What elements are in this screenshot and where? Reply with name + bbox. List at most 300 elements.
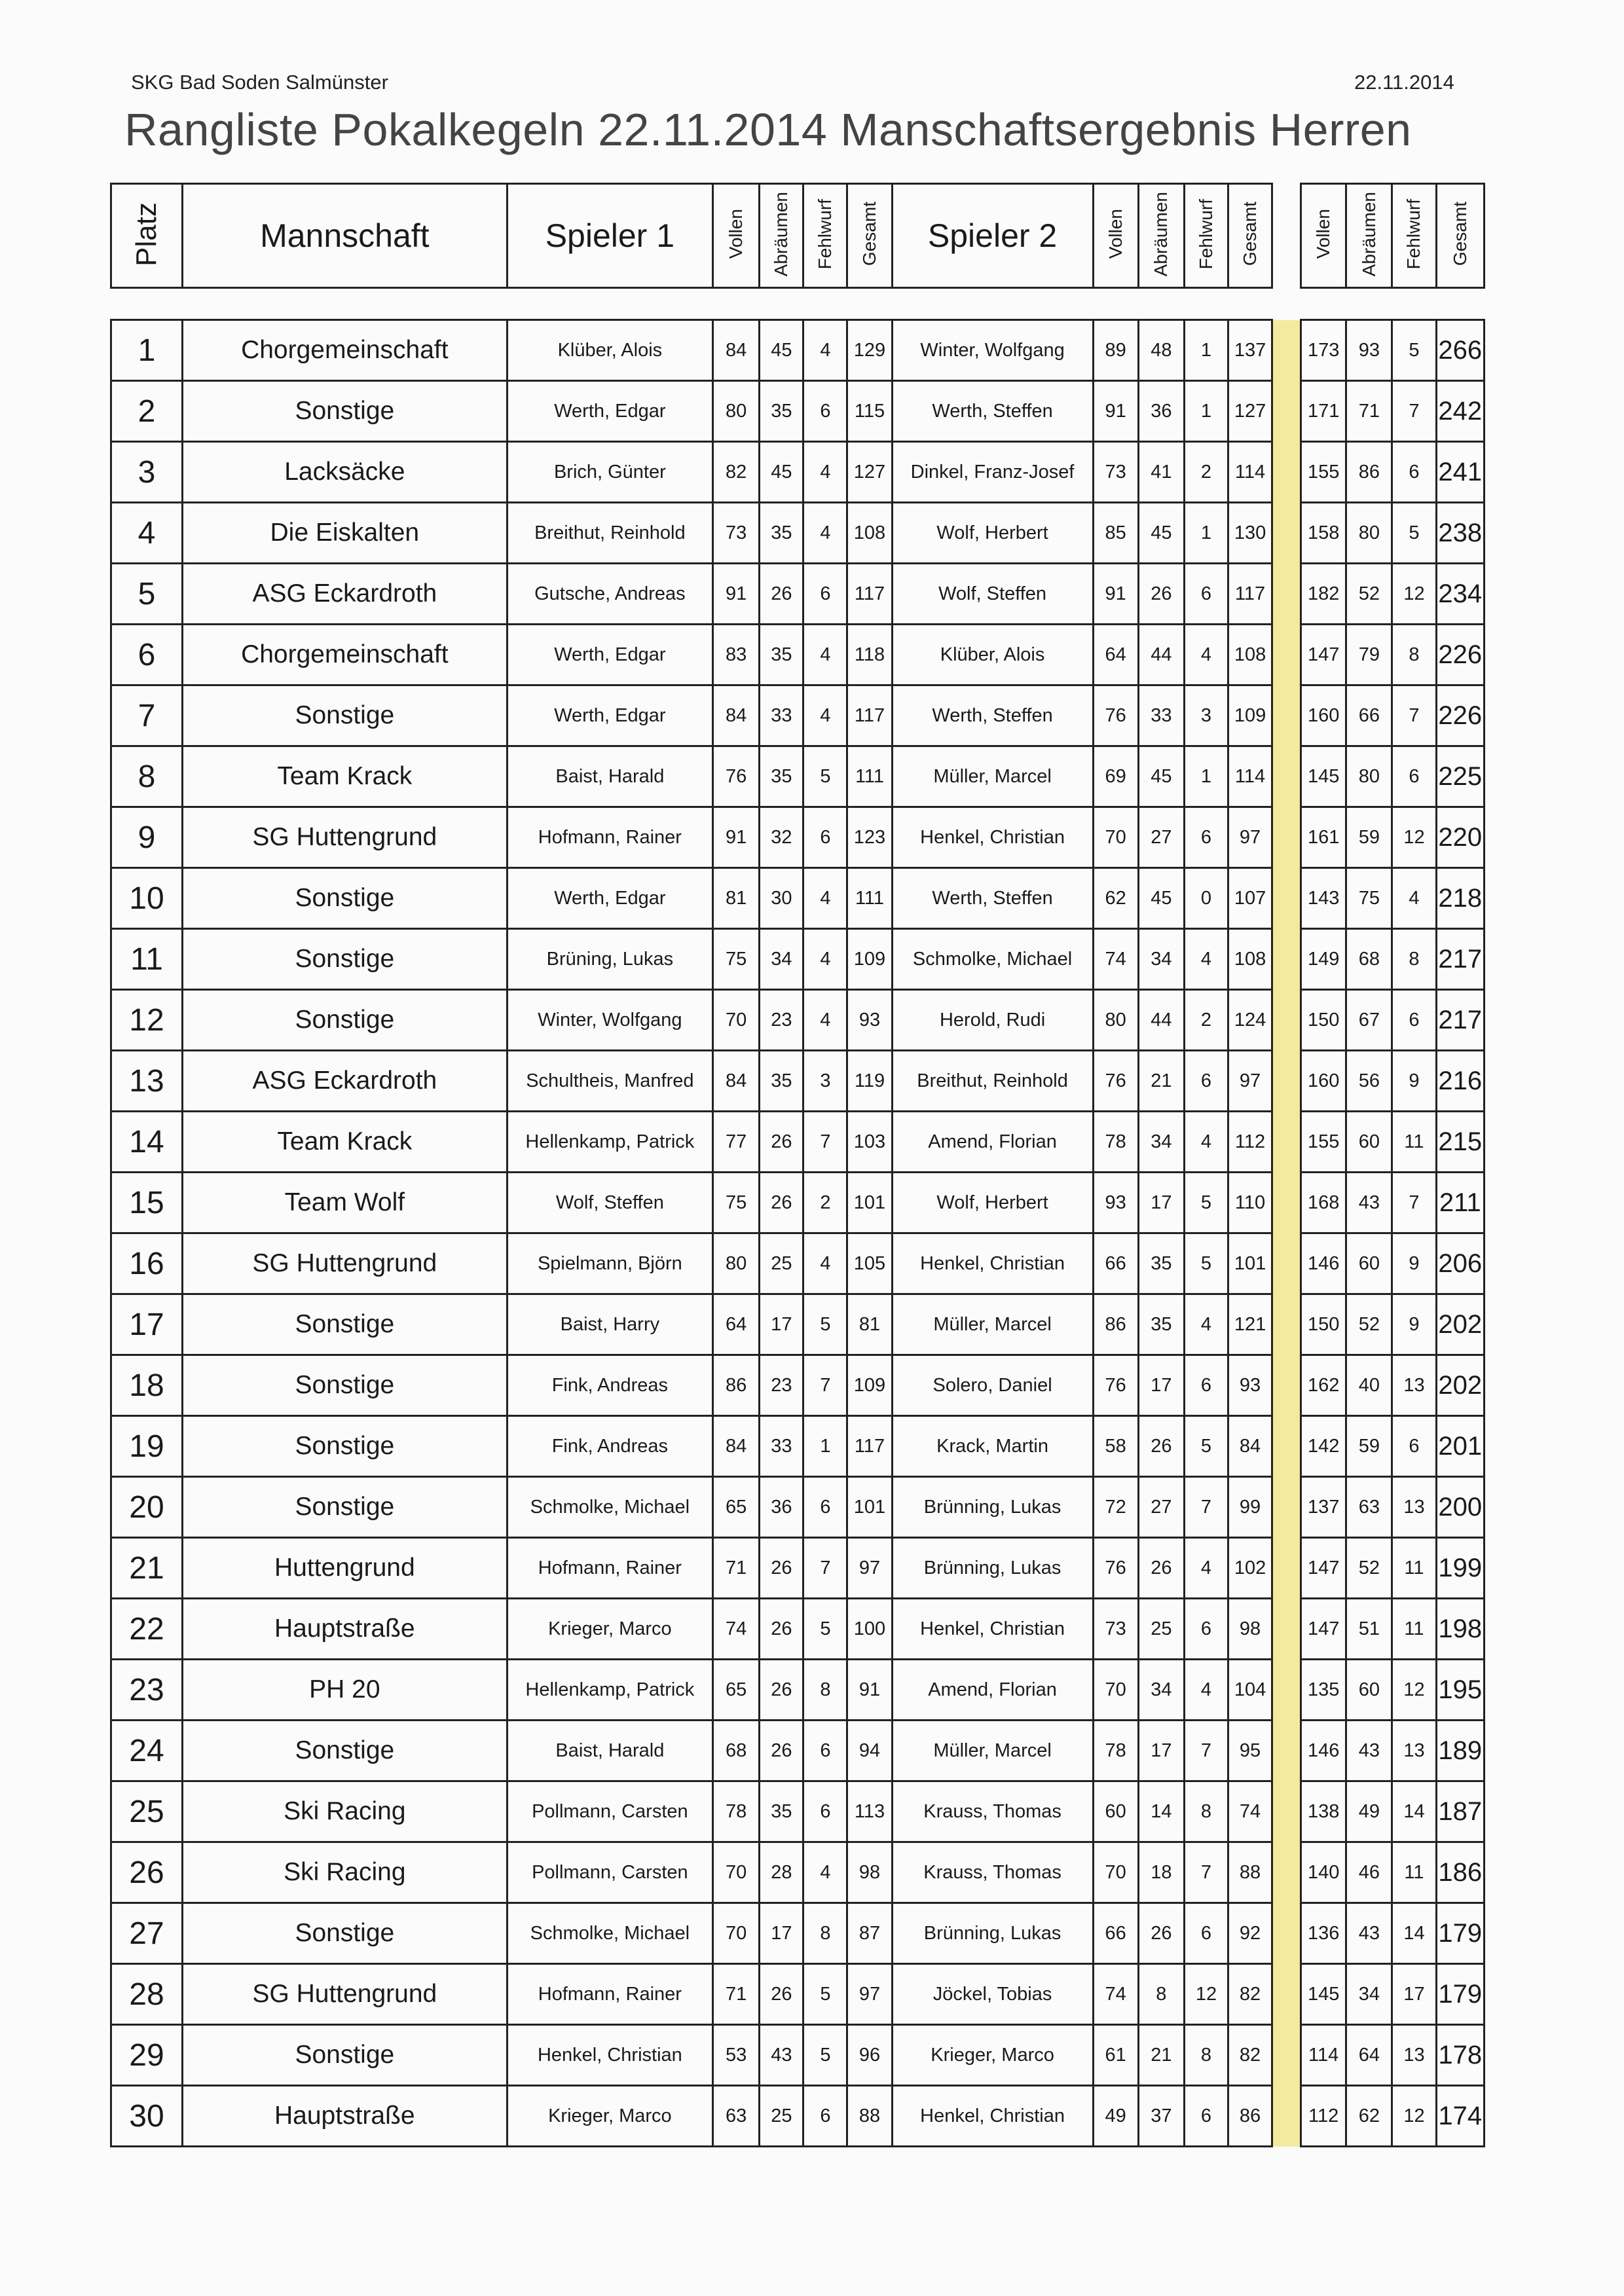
total-gesamt-cell: 226 [1436, 625, 1485, 685]
player1-fehlwurf-cell: 7 [803, 1112, 847, 1173]
player1-gesamt-cell: 129 [847, 320, 892, 381]
player2-abraeumen-cell: 34 [1138, 929, 1184, 990]
total-gesamt-cell: 216 [1436, 1051, 1485, 1112]
total-fehlwurf-cell: 11 [1392, 1599, 1436, 1660]
player2-gesamt-cell: 127 [1228, 381, 1272, 442]
player2-gesamt-cell: 121 [1228, 1294, 1272, 1355]
total-gesamt-cell: 200 [1436, 1477, 1485, 1538]
player2-name-cell: Jöckel, Tobias [892, 1964, 1093, 2025]
player2-abraeumen-cell: 26 [1138, 1538, 1184, 1599]
player2-name-cell: Dinkel, Franz-Josef [892, 442, 1093, 503]
player2-fehlwurf-cell: 6 [1184, 1355, 1228, 1416]
total-fehlwurf-cell: 6 [1392, 442, 1436, 503]
total-abraeumen-cell: 66 [1346, 685, 1392, 746]
total-gesamt-cell: 234 [1436, 564, 1485, 625]
player1-vollen-cell: 75 [713, 929, 760, 990]
player2-vollen-cell: 70 [1093, 1660, 1138, 1721]
player1-abraeumen-cell: 26 [760, 1964, 803, 2025]
platz-cell: 12 [111, 990, 183, 1051]
total-fehlwurf-cell: 13 [1392, 1721, 1436, 1781]
player1-name-cell: Schmolke, Michael [507, 1477, 712, 1538]
player1-gesamt-cell: 108 [847, 503, 892, 564]
player2-name-cell: Henkel, Christian [892, 1599, 1093, 1660]
total-abraeumen-cell: 80 [1346, 503, 1392, 564]
player1-name-cell: Werth, Edgar [507, 625, 712, 685]
table-row [111, 1538, 1485, 1599]
team-cell: ASG Eckardroth [182, 564, 507, 625]
player2-fehlwurf-cell: 4 [1184, 1538, 1228, 1599]
player2-gesamt-cell: 97 [1228, 807, 1272, 868]
total-vollen-cell: 155 [1301, 442, 1346, 503]
player2-gesamt-cell: 92 [1228, 1903, 1272, 1964]
highlight-gap [1272, 320, 1301, 381]
player2-vollen-cell: 76 [1093, 1355, 1138, 1416]
team-cell: Sonstige [182, 1294, 507, 1355]
header-total-abraeumen: Abräumen [1346, 184, 1392, 288]
player2-vollen-cell: 70 [1093, 807, 1138, 868]
player1-vollen-cell: 78 [713, 1781, 760, 1842]
total-vollen-cell: 143 [1301, 868, 1346, 929]
player1-abraeumen-cell: 34 [760, 929, 803, 990]
header-gap [1272, 184, 1301, 288]
player1-fehlwurf-cell: 4 [803, 503, 847, 564]
total-fehlwurf-cell: 5 [1392, 503, 1436, 564]
player2-name-cell: Müller, Marcel [892, 1721, 1093, 1781]
player1-vollen-cell: 86 [713, 1355, 760, 1416]
player1-abraeumen-cell: 35 [760, 1781, 803, 1842]
player2-fehlwurf-cell: 1 [1184, 503, 1228, 564]
player2-name-cell: Amend, Florian [892, 1660, 1093, 1721]
player1-gesamt-cell: 123 [847, 807, 892, 868]
player2-gesamt-cell: 98 [1228, 1599, 1272, 1660]
player1-name-cell: Brich, Günter [507, 442, 712, 503]
player1-gesamt-cell: 97 [847, 1538, 892, 1599]
header-p2-gesamt: Gesamt [1228, 184, 1272, 288]
total-vollen-cell: 147 [1301, 625, 1346, 685]
player1-gesamt-cell: 113 [847, 1781, 892, 1842]
player1-abraeumen-cell: 35 [760, 381, 803, 442]
player2-fehlwurf-cell: 5 [1184, 1173, 1228, 1233]
player1-abraeumen-cell: 28 [760, 1842, 803, 1903]
total-gesamt-cell: 266 [1436, 320, 1485, 381]
player1-fehlwurf-cell: 8 [803, 1903, 847, 1964]
player2-abraeumen-cell: 17 [1138, 1721, 1184, 1781]
team-cell: Team Krack [182, 1112, 507, 1173]
ranking-table [110, 319, 1485, 2147]
team-cell: SG Huttengrund [182, 1964, 507, 2025]
player2-abraeumen-cell: 25 [1138, 1599, 1184, 1660]
player1-fehlwurf-cell: 5 [803, 2025, 847, 2086]
player1-abraeumen-cell: 35 [760, 1051, 803, 1112]
table-row [111, 1660, 1485, 1721]
total-vollen-cell: 161 [1301, 807, 1346, 868]
player1-fehlwurf-cell: 4 [803, 868, 847, 929]
total-vollen-cell: 160 [1301, 1051, 1346, 1112]
player2-fehlwurf-cell: 6 [1184, 1599, 1228, 1660]
total-fehlwurf-cell: 17 [1392, 1964, 1436, 2025]
table-row [111, 685, 1485, 746]
player1-gesamt-cell: 101 [847, 1173, 892, 1233]
total-abraeumen-cell: 86 [1346, 442, 1392, 503]
player1-abraeumen-cell: 36 [760, 1477, 803, 1538]
total-vollen-cell: 160 [1301, 685, 1346, 746]
team-cell: Sonstige [182, 2025, 507, 2086]
total-vollen-cell: 155 [1301, 1112, 1346, 1173]
player1-vollen-cell: 70 [713, 1842, 760, 1903]
player1-name-cell: Fink, Andreas [507, 1355, 712, 1416]
highlight-gap [1272, 807, 1301, 868]
player1-fehlwurf-cell: 6 [803, 2086, 847, 2147]
total-abraeumen-cell: 71 [1346, 381, 1392, 442]
player1-name-cell: Werth, Edgar [507, 685, 712, 746]
player1-name-cell: Baist, Harry [507, 1294, 712, 1355]
player1-fehlwurf-cell: 4 [803, 625, 847, 685]
player1-fehlwurf-cell: 6 [803, 1781, 847, 1842]
player1-abraeumen-cell: 30 [760, 868, 803, 929]
player1-vollen-cell: 63 [713, 2086, 760, 2147]
player2-name-cell: Henkel, Christian [892, 807, 1093, 868]
player1-name-cell: Krieger, Marco [507, 1599, 712, 1660]
player2-fehlwurf-cell: 6 [1184, 1903, 1228, 1964]
player2-gesamt-cell: 84 [1228, 1416, 1272, 1477]
platz-cell: 23 [111, 1660, 183, 1721]
total-vollen-cell: 147 [1301, 1599, 1346, 1660]
player2-fehlwurf-cell: 2 [1184, 442, 1228, 503]
player1-vollen-cell: 80 [713, 1233, 760, 1294]
team-cell: Ski Racing [182, 1781, 507, 1842]
platz-cell: 28 [111, 1964, 183, 2025]
header-p2-vollen: Vollen [1093, 184, 1138, 288]
total-fehlwurf-cell: 14 [1392, 1903, 1436, 1964]
player2-name-cell: Brünning, Lukas [892, 1903, 1093, 1964]
player2-gesamt-cell: 109 [1228, 685, 1272, 746]
player1-fehlwurf-cell: 4 [803, 1842, 847, 1903]
player2-gesamt-cell: 107 [1228, 868, 1272, 929]
player1-gesamt-cell: 81 [847, 1294, 892, 1355]
player1-vollen-cell: 74 [713, 1599, 760, 1660]
platz-cell: 21 [111, 1538, 183, 1599]
total-gesamt-cell: 238 [1436, 503, 1485, 564]
player1-vollen-cell: 91 [713, 807, 760, 868]
player1-vollen-cell: 70 [713, 990, 760, 1051]
player2-vollen-cell: 86 [1093, 1294, 1138, 1355]
table-row [111, 1781, 1485, 1842]
player1-gesamt-cell: 109 [847, 929, 892, 990]
platz-cell: 30 [111, 2086, 183, 2147]
player1-name-cell: Pollmann, Carsten [507, 1781, 712, 1842]
table-row [111, 320, 1485, 381]
total-vollen-cell: 149 [1301, 929, 1346, 990]
total-fehlwurf-cell: 12 [1392, 807, 1436, 868]
team-cell: Team Krack [182, 746, 507, 807]
highlight-gap [1272, 1173, 1301, 1233]
total-gesamt-cell: 220 [1436, 807, 1485, 868]
player1-abraeumen-cell: 45 [760, 442, 803, 503]
total-abraeumen-cell: 63 [1346, 1477, 1392, 1538]
player1-abraeumen-cell: 35 [760, 746, 803, 807]
table-row [111, 990, 1485, 1051]
total-abraeumen-cell: 52 [1346, 1538, 1392, 1599]
player1-gesamt-cell: 88 [847, 2086, 892, 2147]
player1-name-cell: Henkel, Christian [507, 2025, 712, 2086]
total-vollen-cell: 142 [1301, 1416, 1346, 1477]
highlight-gap [1272, 990, 1301, 1051]
total-fehlwurf-cell: 13 [1392, 1477, 1436, 1538]
player2-abraeumen-cell: 37 [1138, 2086, 1184, 2147]
total-fehlwurf-cell: 14 [1392, 1781, 1436, 1842]
player2-fehlwurf-cell: 7 [1184, 1842, 1228, 1903]
total-fehlwurf-cell: 7 [1392, 685, 1436, 746]
player2-abraeumen-cell: 45 [1138, 746, 1184, 807]
highlight-gap [1272, 1233, 1301, 1294]
player2-abraeumen-cell: 48 [1138, 320, 1184, 381]
player1-vollen-cell: 53 [713, 2025, 760, 2086]
player2-gesamt-cell: 114 [1228, 746, 1272, 807]
table-row [111, 1842, 1485, 1903]
total-fehlwurf-cell: 5 [1392, 320, 1436, 381]
total-abraeumen-cell: 59 [1346, 1416, 1392, 1477]
player1-name-cell: Schmolke, Michael [507, 1903, 712, 1964]
player1-gesamt-cell: 111 [847, 868, 892, 929]
player1-name-cell: Baist, Harald [507, 1721, 712, 1781]
player2-vollen-cell: 72 [1093, 1477, 1138, 1538]
table-row [111, 1051, 1485, 1112]
player2-abraeumen-cell: 17 [1138, 1355, 1184, 1416]
player1-gesamt-cell: 117 [847, 685, 892, 746]
team-cell: Sonstige [182, 1416, 507, 1477]
player1-vollen-cell: 65 [713, 1660, 760, 1721]
total-fehlwurf-cell: 8 [1392, 929, 1436, 990]
team-cell: Team Wolf [182, 1173, 507, 1233]
player2-abraeumen-cell: 26 [1138, 564, 1184, 625]
player2-vollen-cell: 60 [1093, 1781, 1138, 1842]
platz-cell: 20 [111, 1477, 183, 1538]
player1-name-cell: Werth, Edgar [507, 868, 712, 929]
total-abraeumen-cell: 60 [1346, 1660, 1392, 1721]
player1-name-cell: Werth, Edgar [507, 381, 712, 442]
total-vollen-cell: 171 [1301, 381, 1346, 442]
player2-abraeumen-cell: 26 [1138, 1903, 1184, 1964]
player1-abraeumen-cell: 23 [760, 990, 803, 1051]
header-p1-vollen: Vollen [713, 184, 760, 288]
table-row [111, 1903, 1485, 1964]
player2-vollen-cell: 93 [1093, 1173, 1138, 1233]
total-abraeumen-cell: 93 [1346, 320, 1392, 381]
total-abraeumen-cell: 43 [1346, 1173, 1392, 1233]
player2-vollen-cell: 76 [1093, 1051, 1138, 1112]
total-fehlwurf-cell: 12 [1392, 1660, 1436, 1721]
player2-fehlwurf-cell: 8 [1184, 2025, 1228, 2086]
table-row [111, 1112, 1485, 1173]
player1-gesamt-cell: 117 [847, 564, 892, 625]
player1-gesamt-cell: 118 [847, 625, 892, 685]
team-cell: Hauptstraße [182, 2086, 507, 2147]
player1-fehlwurf-cell: 7 [803, 1538, 847, 1599]
player2-name-cell: Solero, Daniel [892, 1355, 1093, 1416]
player2-vollen-cell: 66 [1093, 1233, 1138, 1294]
highlight-gap [1272, 381, 1301, 442]
player2-name-cell: Werth, Steffen [892, 685, 1093, 746]
player1-vollen-cell: 83 [713, 625, 760, 685]
player1-vollen-cell: 75 [713, 1173, 760, 1233]
header-p2-fehlwurf: Fehlwurf [1184, 184, 1228, 288]
team-cell: Chorgemeinschaft [182, 320, 507, 381]
player1-fehlwurf-cell: 7 [803, 1355, 847, 1416]
player1-vollen-cell: 81 [713, 868, 760, 929]
team-cell: Hauptstraße [182, 1599, 507, 1660]
table-row [111, 868, 1485, 929]
total-gesamt-cell: 215 [1436, 1112, 1485, 1173]
highlight-gap [1272, 1721, 1301, 1781]
total-abraeumen-cell: 40 [1346, 1355, 1392, 1416]
total-abraeumen-cell: 62 [1346, 2086, 1392, 2147]
highlight-gap [1272, 1112, 1301, 1173]
player1-name-cell: Spielmann, Björn [507, 1233, 712, 1294]
player2-fehlwurf-cell: 2 [1184, 990, 1228, 1051]
player2-name-cell: Werth, Steffen [892, 381, 1093, 442]
total-gesamt-cell: 218 [1436, 868, 1485, 929]
player2-vollen-cell: 49 [1093, 2086, 1138, 2147]
player1-fehlwurf-cell: 5 [803, 1294, 847, 1355]
total-vollen-cell: 150 [1301, 1294, 1346, 1355]
player2-fehlwurf-cell: 6 [1184, 1051, 1228, 1112]
header-total-vollen: Vollen [1301, 184, 1346, 288]
player1-vollen-cell: 65 [713, 1477, 760, 1538]
player2-fehlwurf-cell: 4 [1184, 1660, 1228, 1721]
total-vollen-cell: 162 [1301, 1355, 1346, 1416]
header-player2: Spieler 2 [892, 184, 1093, 288]
total-gesamt-cell: 199 [1436, 1538, 1485, 1599]
player1-name-cell: Fink, Andreas [507, 1416, 712, 1477]
total-gesamt-cell: 241 [1436, 442, 1485, 503]
player2-fehlwurf-cell: 7 [1184, 1721, 1228, 1781]
player2-vollen-cell: 89 [1093, 320, 1138, 381]
team-cell: Sonstige [182, 868, 507, 929]
platz-cell: 10 [111, 868, 183, 929]
player2-gesamt-cell: 124 [1228, 990, 1272, 1051]
player1-name-cell: Brüning, Lukas [507, 929, 712, 990]
player1-gesamt-cell: 96 [847, 2025, 892, 2086]
total-abraeumen-cell: 80 [1346, 746, 1392, 807]
player2-name-cell: Klüber, Alois [892, 625, 1093, 685]
player1-name-cell: Baist, Harald [507, 746, 712, 807]
table-row [111, 1416, 1485, 1477]
total-abraeumen-cell: 68 [1346, 929, 1392, 990]
total-gesamt-cell: 179 [1436, 1903, 1485, 1964]
player1-abraeumen-cell: 26 [760, 564, 803, 625]
player1-abraeumen-cell: 45 [760, 320, 803, 381]
player2-vollen-cell: 64 [1093, 625, 1138, 685]
player1-fehlwurf-cell: 5 [803, 1599, 847, 1660]
platz-cell: 5 [111, 564, 183, 625]
highlight-gap [1272, 2086, 1301, 2147]
player2-vollen-cell: 70 [1093, 1842, 1138, 1903]
platz-cell: 24 [111, 1721, 183, 1781]
player1-gesamt-cell: 91 [847, 1660, 892, 1721]
total-gesamt-cell: 195 [1436, 1660, 1485, 1721]
player1-gesamt-cell: 94 [847, 1721, 892, 1781]
player2-vollen-cell: 74 [1093, 1964, 1138, 2025]
table-row [111, 381, 1485, 442]
player2-fehlwurf-cell: 12 [1184, 1964, 1228, 2025]
total-vollen-cell: 145 [1301, 1964, 1346, 2025]
player1-fehlwurf-cell: 5 [803, 746, 847, 807]
header-p1-abraeumen: Abräumen [760, 184, 803, 288]
player2-name-cell: Wolf, Herbert [892, 1173, 1093, 1233]
player2-fehlwurf-cell: 4 [1184, 1112, 1228, 1173]
player1-gesamt-cell: 109 [847, 1355, 892, 1416]
player1-gesamt-cell: 98 [847, 1842, 892, 1903]
platz-cell: 7 [111, 685, 183, 746]
player1-abraeumen-cell: 32 [760, 807, 803, 868]
player2-name-cell: Krauss, Thomas [892, 1842, 1093, 1903]
total-gesamt-cell: 206 [1436, 1233, 1485, 1294]
team-cell: SG Huttengrund [182, 807, 507, 868]
player1-gesamt-cell: 103 [847, 1112, 892, 1173]
platz-cell: 8 [111, 746, 183, 807]
column-header-table [110, 183, 1485, 289]
team-cell: Sonstige [182, 685, 507, 746]
player2-name-cell: Wolf, Herbert [892, 503, 1093, 564]
total-fehlwurf-cell: 12 [1392, 564, 1436, 625]
player1-abraeumen-cell: 26 [760, 1721, 803, 1781]
player2-name-cell: Winter, Wolfgang [892, 320, 1093, 381]
player1-abraeumen-cell: 33 [760, 685, 803, 746]
highlight-gap [1272, 1416, 1301, 1477]
platz-cell: 26 [111, 1842, 183, 1903]
player2-vollen-cell: 78 [1093, 1112, 1138, 1173]
player2-fehlwurf-cell: 4 [1184, 929, 1228, 990]
player1-fehlwurf-cell: 4 [803, 442, 847, 503]
player2-abraeumen-cell: 44 [1138, 625, 1184, 685]
platz-cell: 11 [111, 929, 183, 990]
table-row [111, 807, 1485, 868]
player2-gesamt-cell: 97 [1228, 1051, 1272, 1112]
highlight-gap [1272, 685, 1301, 746]
player2-abraeumen-cell: 45 [1138, 868, 1184, 929]
player2-name-cell: Krauss, Thomas [892, 1781, 1093, 1842]
total-vollen-cell: 114 [1301, 2025, 1346, 2086]
player2-name-cell: Breithut, Reinhold [892, 1051, 1093, 1112]
platz-cell: 3 [111, 442, 183, 503]
player2-gesamt-cell: 99 [1228, 1477, 1272, 1538]
player2-vollen-cell: 73 [1093, 1599, 1138, 1660]
player2-fehlwurf-cell: 8 [1184, 1781, 1228, 1842]
player1-vollen-cell: 64 [713, 1294, 760, 1355]
player2-gesamt-cell: 102 [1228, 1538, 1272, 1599]
total-vollen-cell: 146 [1301, 1721, 1346, 1781]
player2-vollen-cell: 91 [1093, 381, 1138, 442]
total-gesamt-cell: 187 [1436, 1781, 1485, 1842]
player1-abraeumen-cell: 43 [760, 2025, 803, 2086]
platz-cell: 18 [111, 1355, 183, 1416]
platz-cell: 14 [111, 1112, 183, 1173]
player2-vollen-cell: 62 [1093, 868, 1138, 929]
platz-cell: 15 [111, 1173, 183, 1233]
player2-abraeumen-cell: 21 [1138, 2025, 1184, 2086]
total-gesamt-cell: 211 [1436, 1173, 1485, 1233]
highlight-gap [1272, 503, 1301, 564]
player1-gesamt-cell: 127 [847, 442, 892, 503]
total-fehlwurf-cell: 6 [1392, 746, 1436, 807]
team-cell: ASG Eckardroth [182, 1051, 507, 1112]
table-row [111, 2025, 1485, 2086]
header-total-gesamt: Gesamt [1436, 184, 1485, 288]
team-cell: Lacksäcke [182, 442, 507, 503]
player2-fehlwurf-cell: 1 [1184, 320, 1228, 381]
player2-gesamt-cell: 137 [1228, 320, 1272, 381]
header-total-fehlwurf: Fehlwurf [1392, 184, 1436, 288]
